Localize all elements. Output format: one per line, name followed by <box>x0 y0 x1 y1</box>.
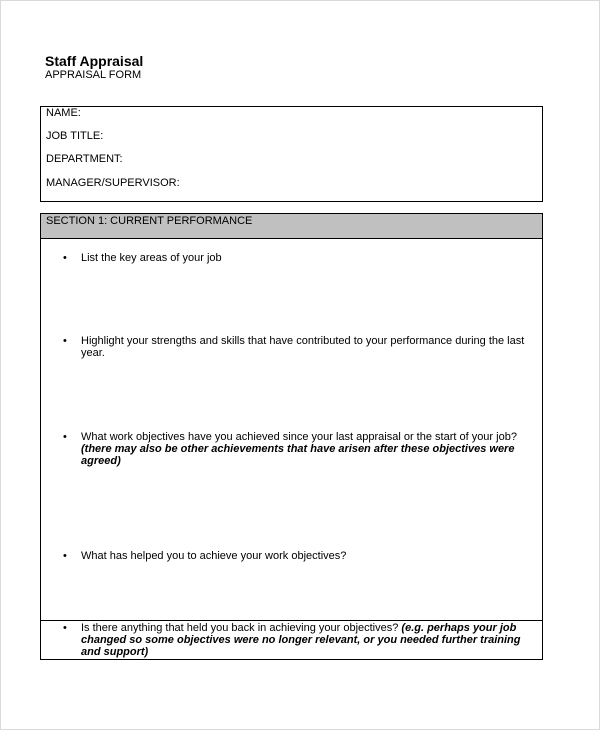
document-subtitle: APPRAISAL FORM <box>45 69 142 81</box>
manager-field-label: MANAGER/SUPERVISOR: <box>46 177 180 189</box>
question-text: What work objectives have you achieved since your last appraisal or the start of your job? <box>81 431 517 443</box>
bullet-icon: • <box>63 622 67 634</box>
question-text: Is there anything that held you back in achieving your objectives? <box>81 622 402 634</box>
bullet-icon: • <box>63 252 67 264</box>
section-header <box>41 214 542 239</box>
question-note: (there may also be other achievements that have arisen after these objectives were agreed) <box>81 443 515 467</box>
bullet-icon: • <box>63 335 67 347</box>
question-text: Highlight your strengths and skills that have contributed to your performance during the last year. <box>81 335 525 359</box>
question-text: What has helped you to achieve your work objectives? <box>81 550 347 562</box>
question-text: List the key areas of your job <box>81 252 222 264</box>
bullet-icon: • <box>63 431 67 443</box>
section-current-performance <box>40 213 543 660</box>
job-title-field-label: JOB TITLE: <box>46 130 104 142</box>
bullet-icon: • <box>63 550 67 562</box>
department-field-label: DEPARTMENT: <box>46 153 123 165</box>
employee-info-box <box>40 106 543 202</box>
row-divider <box>41 620 542 621</box>
name-field-label: NAME: <box>46 107 81 119</box>
section-title: SECTION 1: CURRENT PERFORMANCE <box>46 215 253 227</box>
question-note: (e.g. perhaps your job changed so some objectives were no longer relevant, or you needed further training and support) <box>81 622 521 658</box>
document-title: Staff Appraisal <box>45 53 144 69</box>
